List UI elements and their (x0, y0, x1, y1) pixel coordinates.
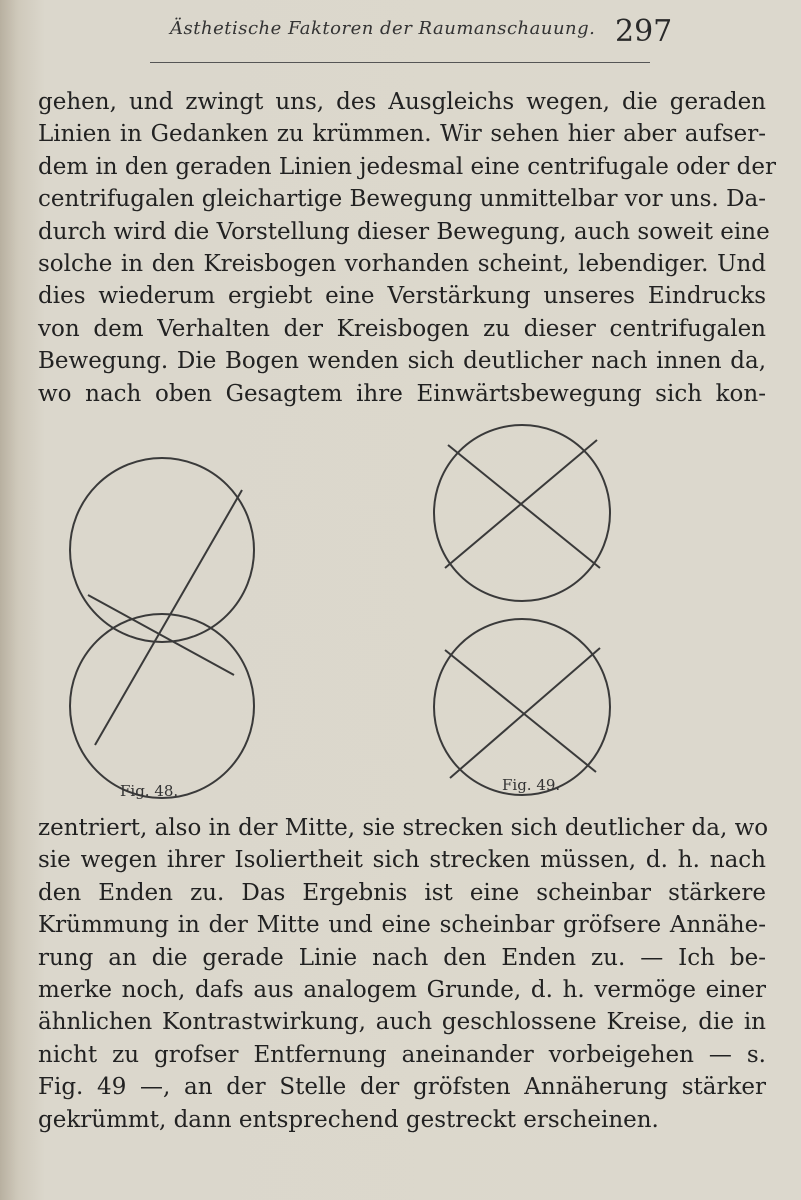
text-line: rung an die gerade Linie nach den Enden zu. — Ich be- (38, 944, 766, 971)
text-line: merke noch, dafs aus analogem Grunde, d. h. vermöge einer (38, 977, 766, 1004)
text-line: den Enden zu. Das Ergebnis ist eine scheinbar stärkere (38, 879, 766, 906)
text-line: Krümmung in der Mitte und eine scheinbar gröfsere Annähe- (38, 912, 766, 939)
paragraph-bottom (38, 812, 769, 1136)
text-line: centrifugalen gleichartige Bewegung unmittelbar vor uns. Da- (38, 186, 766, 213)
fig48-caption: Fig. 48. (120, 782, 179, 800)
text-line: gekrümmt, dann entsprechend gestreckt erscheinen. (38, 1106, 659, 1133)
text-line: gehen, und zwingt uns, des Ausgleichs wegen, die geraden (38, 89, 766, 115)
text-line: zentriert, also in der Mitte, sie strecken sich deutlicher da, wo (38, 815, 769, 841)
text-line: ähnlichen Kontrastwirkung, auch geschlossene Kreise, die in (38, 1009, 766, 1036)
fig49-line-a (448, 445, 600, 568)
fig49-line-d (450, 648, 600, 778)
paragraph-top (38, 86, 776, 410)
text-line: Linien in Gedanken zu krümmen. Wir sehen hier aber aufser- (38, 121, 766, 148)
text-line: wo nach oben Gesagtem ihre Einwärtsbewegung sich kon- (38, 380, 766, 407)
fig48-line-left (88, 595, 234, 675)
page-number: 297 (615, 14, 673, 49)
figures-area (0, 400, 801, 800)
text-line: Bewegung. Die Bogen wenden sich deutlicher nach innen da, (38, 348, 766, 375)
fig49-line-c (445, 650, 596, 772)
text-line: solche in den Kreisbogen vorhanden scheint, lebendiger. Und (38, 251, 766, 278)
header-rule (150, 62, 650, 63)
fig49-line-b (445, 440, 597, 568)
text-line: sie wegen ihrer Isoliertheit sich strecken müssen, d. h. nach (38, 847, 766, 874)
text-line: von dem Verhalten der Kreisbogen zu dieser centrifugalen (38, 315, 766, 342)
text-line: dies wiederum ergiebt eine Verstärkung unseres Eindrucks (38, 283, 766, 310)
text-line: dem in den geraden Linien jedesmal eine centrifugale oder der (38, 153, 776, 180)
text-line: durch wird die Vorstellung dieser Bewegung, auch soweit eine (38, 218, 770, 245)
text-line: Fig. 49 —, an der Stelle der gröfsten Annäherung stärker (38, 1074, 766, 1101)
fig48-line-right (95, 490, 242, 745)
text-line: nicht zu grofser Entfernung aneinander vorbeigehen — s. (38, 1041, 766, 1068)
figures-svg (0, 400, 801, 800)
running-title: Ästhetische Faktoren der Raumanschauung. (170, 18, 596, 39)
fig49-caption: Fig. 49. (502, 776, 561, 794)
